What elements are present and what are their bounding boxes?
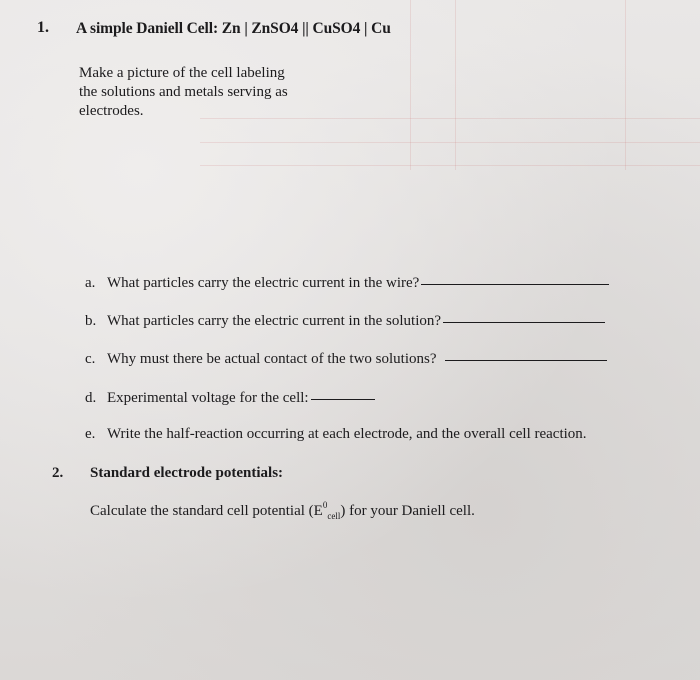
question-2-heading: Standard electrode potentials:	[90, 465, 284, 481]
answer-line[interactable]	[443, 321, 605, 323]
bleed-through-line	[200, 165, 700, 166]
question-1-instructions: Make a picture of the cell labeling the solutions and metals serving as electrodes.	[79, 65, 288, 119]
part-text: Write the half-reaction occurring at each electrode, and the overall cell reaction.	[107, 426, 587, 442]
part-letter: a.	[85, 275, 96, 291]
answer-line[interactable]	[445, 359, 607, 361]
part-text: What particles carry the electric current in the wire?	[107, 275, 420, 291]
question-1-title: A simple Daniell Cell: Zn | ZnSO4 || CuSO4 | Cu	[76, 20, 391, 37]
question-2-prompt	[90, 501, 475, 521]
part-e	[85, 426, 587, 443]
question-1-number: 1.	[37, 19, 49, 36]
part-letter: d.	[85, 390, 97, 406]
part-text: Why must there be actual contact of the two solutions?	[107, 351, 437, 367]
part-text: What particles carry the electric current in the solution?	[107, 313, 442, 329]
part-d	[85, 390, 375, 407]
question-2-number: 2.	[52, 465, 64, 481]
part-b	[85, 313, 605, 330]
answer-line[interactable]	[311, 398, 375, 400]
bleed-through-line	[625, 0, 626, 170]
bleed-through-line	[200, 142, 700, 143]
cell-subscript: cell	[327, 511, 341, 521]
bleed-through-line	[455, 0, 456, 170]
part-letter: c.	[85, 351, 96, 367]
part-c	[85, 351, 607, 368]
part-a	[85, 275, 609, 292]
standard-superscript: 0	[322, 500, 328, 510]
part-letter: e.	[85, 426, 96, 442]
prompt-text-before: Calculate the standard cell potential (E	[90, 503, 323, 519]
part-letter: b.	[85, 313, 97, 329]
answer-line[interactable]	[421, 283, 609, 285]
prompt-text-after: ) for your Daniell cell.	[340, 503, 475, 519]
bleed-through-line	[410, 0, 411, 170]
part-text: Experimental voltage for the cell:	[107, 390, 309, 406]
